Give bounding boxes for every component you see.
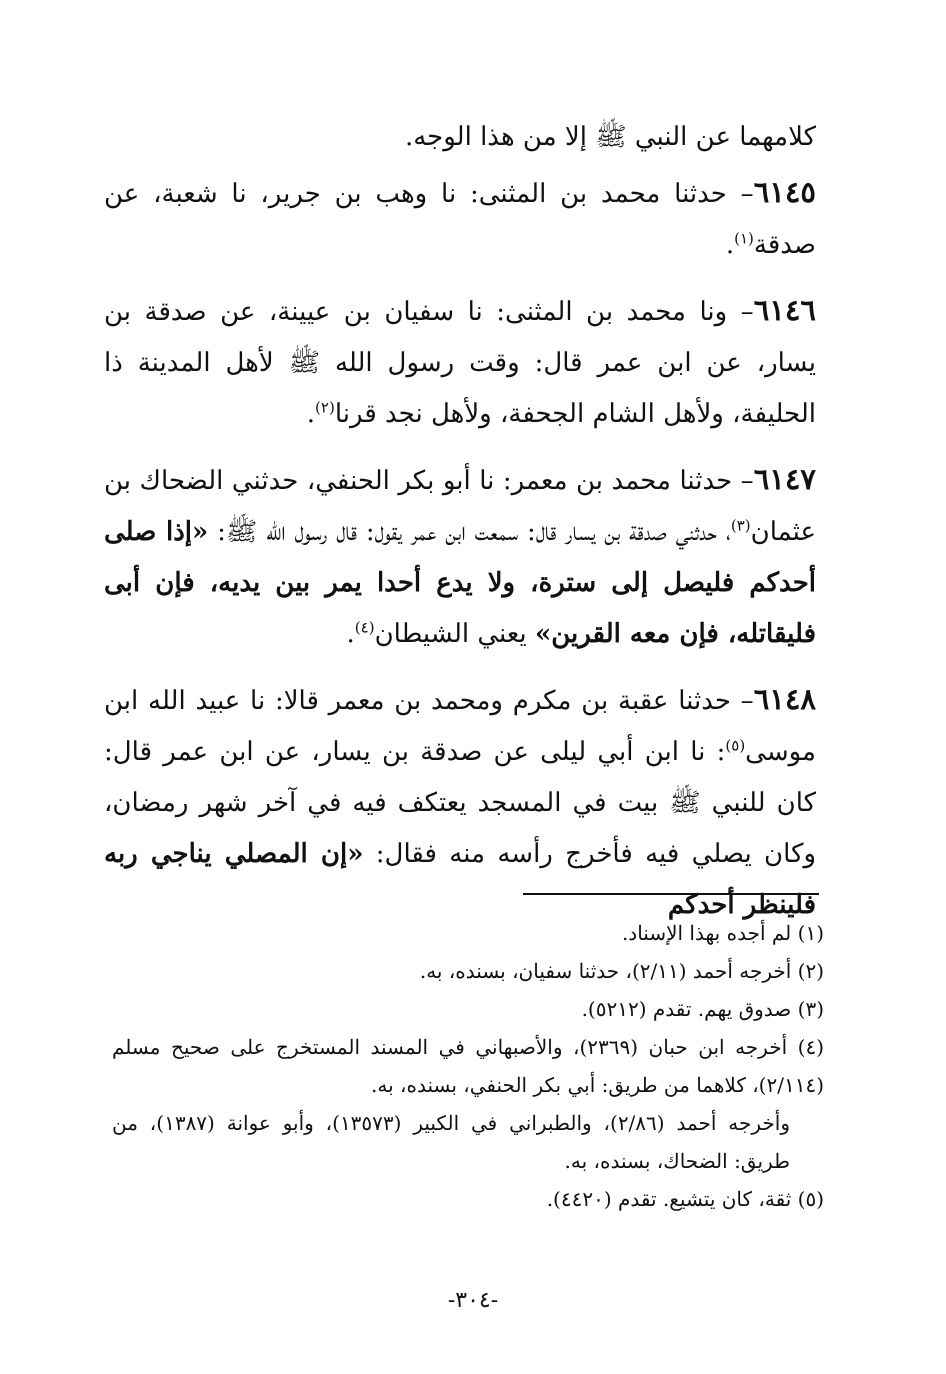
hadith-number: ٦١٤٧ bbox=[753, 462, 816, 496]
paragraph-intro bbox=[104, 112, 816, 163]
footnote-2: (٢) أخرجه أحمد (٢/١١)، حدثنا سفيان، بسنده، به. bbox=[419, 959, 824, 983]
hadith-text: – حدثنا عقبة بن مكرم ومحمد بن معمر قالا: نا عبيد الله ابن موسى bbox=[104, 686, 816, 767]
footnote-1: (١) لم أجده بهذا الإسناد. bbox=[621, 921, 824, 945]
hadith-6145 bbox=[104, 167, 816, 271]
hadith-end: . bbox=[306, 399, 316, 429]
hadith-quote: «إن المصلي يناجي ربه فلينظر أحدكم bbox=[104, 839, 816, 920]
paragraph-text: كلامهما عن النبي ﷺ إلا من هذا الوجه. bbox=[404, 122, 816, 152]
footnote-4: (٤) أخرجه ابن حبان (٢٣٦٩)، والأصبهاني في المسند المستخرج على صحيح مسلم (٢/١١٤)، كلاهما من طريق: أبي بكر الحنفي، بسنده، به. bbox=[112, 1035, 824, 1097]
footnotes bbox=[112, 914, 824, 1218]
footnote-3: (٣) صدوق يهم. تقدم (٥٢١٢). bbox=[581, 997, 824, 1021]
main-text bbox=[104, 112, 816, 945]
footnote-ref: (٤) bbox=[354, 618, 375, 637]
page-number: -٣٠٤- bbox=[447, 1288, 499, 1313]
hadith-number: ٦١٤٥ bbox=[753, 175, 816, 209]
hadith-end: . bbox=[346, 619, 355, 649]
hadith-text-continued: ، حدثني صدقة بن يسار قال: سمعت ابن عمر يقول: قال رسول الله ﷺ: bbox=[208, 517, 731, 547]
hadith-quote: «إذا صلى أحدكم فليصل إلى سترة، ولا يدع أحدا يمر بين يديه، فإن أبى فليقاتله، فإن معه القرين» bbox=[104, 517, 816, 649]
hadith-number: ٦١٤٨ bbox=[753, 682, 816, 716]
hadith-6146 bbox=[104, 285, 816, 440]
hadith-text: – حدثنا محمد بن المثنى: نا وهب بن جرير، نا شعبة، عن صدقة bbox=[104, 179, 816, 260]
footnote-ref: (١) bbox=[734, 229, 754, 248]
hadith-end: . bbox=[725, 230, 735, 260]
hadith-text-continued: يعني الشيطان bbox=[374, 619, 535, 649]
hadith-text-continued: : نا ابن أبي ليلى عن صدقة بن يسار، عن ابن عمر قال: كان للنبي ﷺ بيت في المسجد يعتكف فيه في آخر شهر رمضان، وكان يصلي فيه فأخرج رأسه منه فقال: bbox=[104, 737, 817, 869]
hadith-6147 bbox=[104, 454, 816, 660]
footnote-5: (٥) ثقة، كان يتشيع. تقدم (٤٤٢٠). bbox=[546, 1187, 824, 1211]
footnote-ref: (٣) bbox=[730, 516, 751, 535]
footnote-divider bbox=[523, 893, 819, 895]
hadith-text: – ونا محمد بن المثنى: نا سفيان بن عيينة، عن صدقة بن يسار، عن ابن عمر قال: وقت رسول الله ﷺ لأهل المدينة ذا الحليفة، ولأهل الشام الجحفة، ولأهل نجد قرنا bbox=[104, 297, 816, 429]
footnote-4-continued: وأخرجه أحمد (٢/٨٦)، والطبراني في الكبير (١٣٥٧٣)، وأبو عوانة (١٣٨٧)، من طريق: الضحاك، بسنده، به. bbox=[112, 1111, 791, 1173]
footnote-ref: (٥) bbox=[725, 736, 746, 755]
footnote-ref: (٢) bbox=[315, 398, 335, 417]
hadith-text: – حدثنا محمد بن معمر: نا أبو بكر الحنفي، حدثني الضحاك بن عثمان bbox=[104, 466, 817, 547]
hadith-number: ٦١٤٦ bbox=[753, 293, 816, 327]
